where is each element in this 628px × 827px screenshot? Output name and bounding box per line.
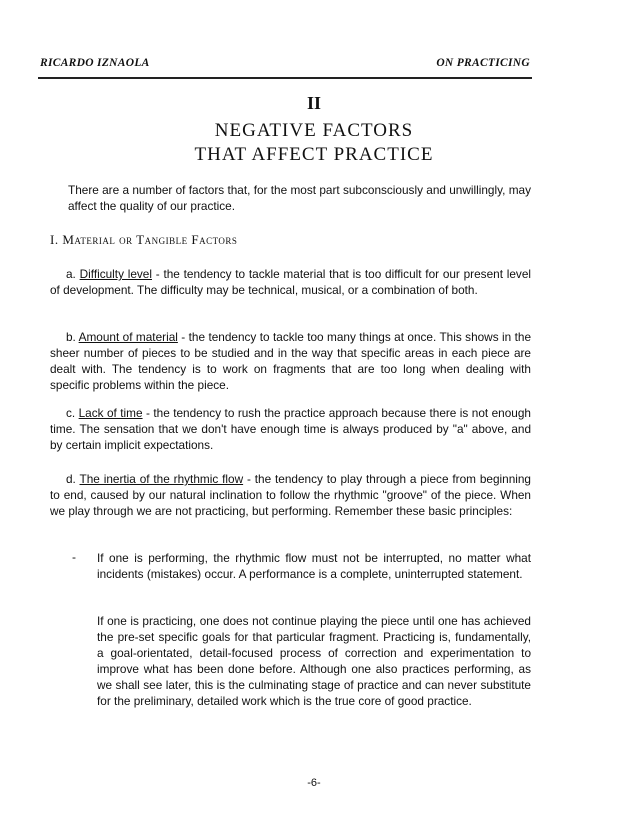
item-a-term: Difficulty level (79, 267, 152, 281)
item-c-term: Lack of time (78, 406, 143, 420)
item-a (50, 266, 531, 298)
item-d-text: - the tendency to play through a piece from beginning to end, caused by our natural inclination to follow the rhythmic "groove" of the piece. When we play through we are not practicing, but performing. Remember these basic principles: (50, 472, 531, 518)
running-header-author: RICARDO IZNAOLA (40, 57, 150, 69)
item-d (50, 471, 531, 519)
item-d-term: The inertia of the rhythmic flow (79, 472, 244, 486)
item-c-prefix: c. (66, 406, 79, 420)
item-d-prefix: d. (66, 472, 80, 486)
item-c (50, 405, 531, 453)
item-b-prefix: b. (66, 330, 79, 344)
bullet-paragraph-1 (97, 550, 531, 582)
bullet-text-2: If one is practicing, one does not continue playing the piece until one has achieved the pre-set specific goals for that particular fragment. Practicing is, fundamentally, a goal-orientated, detail-focused process of correction and experimentation to improve what has been done before. Although one also practices performing, as we shall see later, this is the culminating stage of practice and can never substitute for the preliminary, detailed work which is the true core of good practice. (97, 614, 531, 708)
intro-text: There are a number of factors that, for the most part subconsciously and unwillingly, may affect the quality of our practice. (68, 183, 531, 213)
header-rule (38, 77, 532, 79)
item-b-term: Amount of material (78, 330, 178, 344)
page-number: -6- (307, 777, 321, 789)
section-heading: I. Material or Tangible Factors (50, 232, 238, 247)
chapter-title-line1: NEGATIVE FACTORS (214, 120, 414, 141)
bullet-marker: - (72, 550, 76, 564)
chapter-number: II (306, 93, 321, 113)
running-header-title: ON PRACTICING (436, 57, 530, 69)
item-a-prefix: a. (66, 267, 80, 281)
chapter-title-line2: THAT AFFECT PRACTICE (194, 144, 434, 165)
item-a-text: - the tendency to tackle material that is too difficult for our present level of development. The difficulty may be technical, musical, or a combination of both. (50, 267, 531, 297)
bullet-paragraph-2 (97, 613, 531, 709)
bullet-text-1: If one is performing, the rhythmic flow must not be interrupted, no matter what incidents (mistakes) occur. A performance is a complete, uninterrupted statement. (97, 551, 531, 581)
item-b-text: - the tendency to tackle too many things at once. This shows in the sheer number of pieces to be studied and in the way that specific areas in each piece are dealt with. The tendency is to work on fragments that are too long when dealing with specific problems within the piece. (50, 330, 532, 392)
intro-paragraph (68, 182, 531, 214)
item-b (50, 329, 531, 393)
item-c-text: - the tendency to rush the practice approach because there is not enough time. The sensation that we don't have enough time is always produced by "a" above, and by certain implicit expectations. (50, 406, 531, 452)
